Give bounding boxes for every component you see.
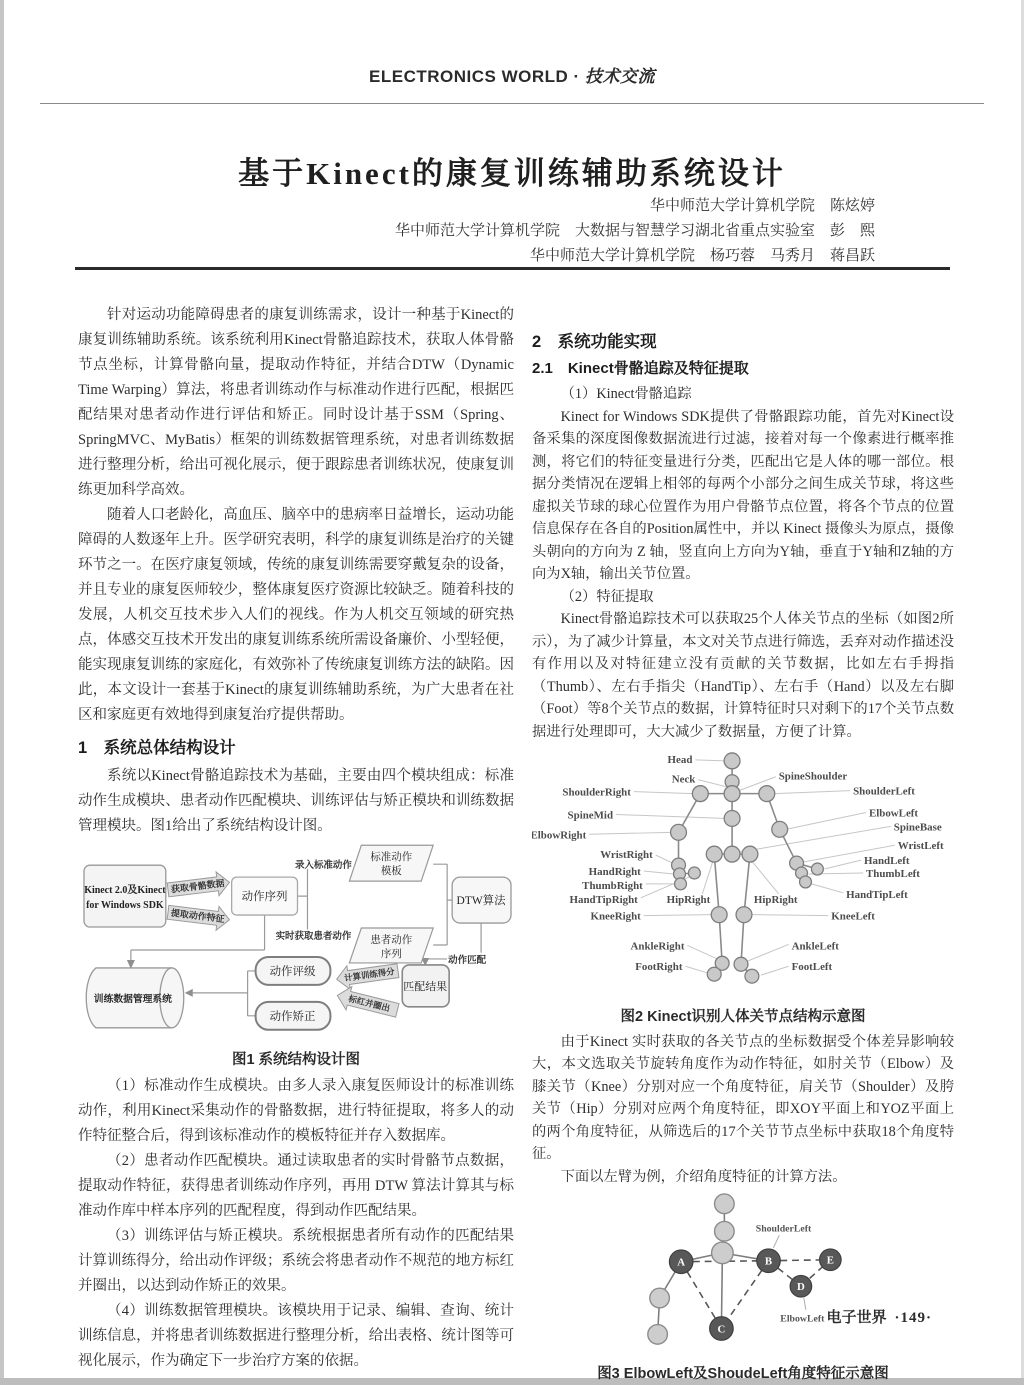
author-line-2: 华中师范大学计算机学院 大数据与智慧学习湖北省重点实验室 彭 熙 [394, 223, 875, 239]
right-paragraph-4: 下面以左臂为例，介绍角度特征的计算方法。 [560, 1168, 847, 1185]
journal-column-name: 技术交流 [584, 67, 655, 86]
figure1-arrow-get-skeleton [167, 870, 231, 901]
fig3-letter-e: E [826, 1254, 834, 1267]
figure1-correction-box [256, 1002, 331, 1030]
fig2-label-ankleright: AnkleRight [630, 940, 685, 953]
section21-heading: 2.1 Kinect骨骼追踪及特征提取 [532, 360, 749, 377]
figure2-skeleton-diagram [532, 747, 954, 1027]
figure1-action-seq-label: 动作序列 [241, 891, 288, 904]
figure2-canvas [532, 747, 952, 997]
figure1-correction-label: 动作矫正 [269, 1010, 316, 1023]
figure1-caption: 图1 系统结构设计图 [231, 1052, 361, 1068]
fig2-label-kneeleft: KneeLeft [831, 910, 875, 923]
section2-heading: 2 系统功能实现 [532, 333, 657, 351]
title-rule [75, 267, 950, 270]
intro-paragraph: 随着人口老龄化，高血压、脑卒中的患病率日益增长，运动功能障碍的人数逐年上升。医学研究表明，科学的康复训练是治疗的关键环节之一。在医疗康复领域，传统的康复训练需要穿戴复杂的设备，并且专业的康复医师较少，整体康复医疗资源比较缺乏。随着科技的发展，人机交互技术步入人们的视线。作为人机交互领域的研究热点，体感交互技术开发出的康复训练系统所需设备廉价、小型轻便，能实现康复训练的家庭化，有效弥补了传统康复训练方法的缺陷。因此，本文设计一套基于Kinect的康复训练辅助系统，为广大患者在社区和家庭更有效地得到康复治疗提供帮助。 [78, 507, 514, 723]
scan-edge-left [0, 0, 4, 1385]
figure1-template-parallelogram [349, 845, 433, 881]
fig2-label-handright: HandRight [588, 865, 641, 878]
author-line-1: 华中师范大学计算机学院 陈炫婷 [649, 198, 875, 214]
fig2-label-thumbright: ThumbRight [582, 879, 643, 892]
right-paragraph-1: Kinect for Windows SDK提供了骨骼跟踪功能，首先对Kinect设备采集的深度图像数据流进行过滤，接着对每一个像素进行概率推测，将它们的特征变量进行分类，匹配出它是人体的哪一部位。根据分类情况在逻辑上相邻的每两个小部分之间生成关节球，将这些虚拟关节球的球心位置作为用户骨骼节点位置，将各个节点的位置信息保存在各自的Position属性中，并以 Kinect 摄像头为原点，摄像头朝向的方向为 Z 轴，竖直向上方向为Y轴，垂直于Y轴和Z轴的方向为X轴，输出关节位置。 [532, 408, 954, 582]
fig3-elbowleft-label: ElbowLeft [780, 1313, 825, 1325]
fig3-letter-a: A [677, 1256, 686, 1269]
journal-header [0, 62, 1024, 87]
footer-journal-name: 电子世界 [826, 1309, 887, 1326]
fig2-label-kneeright: KneeRight [590, 910, 641, 923]
header-rule [40, 103, 984, 104]
figure2-labels [532, 754, 944, 973]
fig2-label-hipright-r: HipRight [753, 893, 798, 906]
figure3-angle-diagram [532, 1192, 954, 1384]
figure3-canvas [532, 1192, 954, 1354]
fig2-label-head: Head [667, 753, 693, 766]
fig2-label-shoulderleft: ShoulderLeft [853, 785, 915, 798]
fig2-label-wristleft: WristLeft [897, 840, 944, 853]
fig3-letter-d: D [797, 1281, 805, 1294]
figure1-system-diagram [78, 843, 514, 1070]
fig2-label-spinebase: SpineBase [893, 821, 942, 834]
right-paragraph-2: Kinect骨骼追踪技术可以获取25个人体关节点的坐标（如图2所示），为了减少计算量，本文对关节点进行筛选，丢弃对动作描述没有作用以及对特征建立没有贡献的关节数据，比如左右手拇指（Thumb）、左右手指尖（HandTip）、左右手（Hand）以及左右脚（Foot）等8个关节点的数据，计算特征时只对剩下的17个关节点数据进行处理即可，大大减少了数据量，方便了计算。 [532, 611, 954, 740]
figure1-rating-label: 动作评级 [269, 965, 316, 978]
figure3-leader-lines [773, 1235, 805, 1310]
figure3-caption: 图3 ElbowLeft及ShoudeLeft角度特征示意图 [597, 1365, 889, 1382]
fig2-label-footleft: FootLeft [791, 961, 833, 974]
journal-name-en: ELECTRONICS WORLD [369, 67, 569, 86]
figure1-template-line1: 标准动作 [370, 852, 413, 864]
figure1-match-result-label: 匹配结果 [403, 980, 448, 993]
fig2-label-handtipleft: HandTipLeft [846, 888, 908, 901]
figure1-kinect-box [84, 865, 166, 927]
paper-title: 基于Kinect的康复训练辅助系统设计 [238, 156, 786, 191]
figure1-label-action-match: 动作匹配 [448, 955, 487, 966]
fig2-label-shoulderright: ShoulderRight [562, 786, 631, 799]
figure1-arrow-mark [334, 984, 400, 1022]
fig3-letter-c: C [717, 1323, 726, 1336]
fig2-label-spinemid: SpineMid [567, 809, 614, 822]
figure1-dtw-label: DTW算法 [456, 895, 506, 908]
fig3-shoulderleft-label: ShoulderLeft [755, 1223, 812, 1235]
module-paragraph-1: （1）标准动作生成模块。由多人录入康复医师设计的标准训练动作，利用Kinect采集动作的骨骼数据，进行特征提取，将多人的动作特征整合后，得到该标准动作的模板特征并存入数据库。 [78, 1078, 514, 1144]
abstract-paragraph: 针对运动功能障碍患者的康复训练需求，设计一种基于Kinect的康复训练辅助系统。该系统利用Kinect骨骼追踪技术，获取人体骨骼节点坐标，计算骨骼向量，提取动作特征，并结合DTW（Dynamic Time Warping）算法，将患者训练动作与标准动作进行匹配，根据匹配结果对患者动作进行评估和矫正。同时设计基于SSM（Spring、SpringMVC、MyBatis）框架的训练数据管理系统，对患者训练数据进行整理分析，给出可视化展示，便于跟踪患者训练状况，使康复训练更加科学高效。 [78, 307, 514, 498]
left-column [78, 303, 514, 1374]
fig2-label-elbowleft: ElbowLeft [868, 807, 919, 820]
author-block [78, 194, 875, 269]
figure2-caption: 图2 Kinect识别人体关节点结构示意图 [620, 1008, 866, 1025]
figure1-arrow-extract-feature [167, 900, 231, 931]
figure1-match-result-box [402, 965, 449, 1007]
footer-page-number: ·149· [894, 1310, 932, 1326]
figure1-dtw-box [452, 877, 511, 923]
right-paragraph-3: 由于Kinect 实时获取的各关节点的坐标数据受个体差异影响较大，本文选取关节旋转角度作为动作特征，如肘关节（Elbow）及膝关节（Knee）分别对应一个角度特征，肩关节（Shoulder）及胯关节（Hip）分别对应两个角度特征，即XOY平面上和YOZ平面上的两个角度特征，从筛选后的17个关节节点坐标中获取18个角度特征。 [532, 1033, 954, 1162]
fig2-label-wristright: WristRight [600, 849, 653, 862]
fig2-label-footright: FootRight [635, 961, 683, 974]
figure1-action-seq-box [232, 877, 298, 915]
figure1-arrow-extract-feature-label: 提取动作特征 [170, 907, 226, 925]
figure1-label-input-standard: 录入标准动作 [295, 861, 352, 872]
fig2-label-hipright-l: HipRight [666, 893, 711, 906]
figure1-database-label: 训练数据管理系统 [93, 993, 172, 1005]
module-paragraph-4: （4）训练数据管理模块。该模块用于记录、编辑、查询、统计训练信息，并将患者训练数据进行整理分析，给出表格、统计图等可视化展示，作为确定下一步治疗方案的依据。 [78, 1303, 514, 1369]
figure1-canvas [78, 843, 514, 1039]
fig2-label-neck: Neck [671, 773, 696, 786]
figure1-rating-box [256, 957, 331, 985]
section1-paragraph: 系统以Kinect骨骼追踪技术为基础，主要由四个模块组成：标准动作生成模块、患者动作匹配模块、训练评估与矫正模块和训练数据管理模块。图1给出了系统结构设计图。 [78, 768, 514, 834]
fig2-label-thumbleft: ThumbLeft [866, 867, 920, 880]
fig2-label-handtipright: HandTipRight [569, 893, 638, 906]
figure1-label-realtime: 实时获取患者动作 [275, 932, 352, 943]
fig2-label-elbowright: ElbowRight [532, 829, 587, 842]
figure1-patient-line2: 序列 [380, 948, 402, 960]
figure1-patient-line1: 患者动作 [370, 934, 413, 946]
figure1-kinect-line1: Kinect 2.0及Kinect [84, 885, 166, 897]
figure3-dark-joints [669, 1249, 841, 1340]
module-paragraph-3: （3）训练评估与矫正模块。系统根据患者所有动作的匹配结果计算训练得分，给出动作评级；系统会将患者动作不规范的地方标红并圈出，以达到动作矫正的效果。 [78, 1228, 514, 1294]
fig3-letter-b: B [764, 1255, 773, 1268]
sub2-heading: （2）特征提取 [560, 588, 654, 605]
figure1-template-line2: 模板 [380, 866, 402, 878]
figure1-arrow-score [335, 959, 400, 991]
sub1-heading: （1）Kinect骨骼追踪 [560, 386, 692, 402]
right-column [532, 331, 954, 1385]
section1-heading: 1 系统总体结构设计 [78, 739, 236, 757]
page-footer [826, 1306, 932, 1327]
author-line-3: 华中师范大学计算机学院 杨巧蓉 马秀月 蒋昌跃 [529, 248, 875, 264]
fig2-label-spineshoulder: SpineShoulder [778, 770, 848, 783]
fig2-label-handleft: HandLeft [864, 855, 910, 868]
module-paragraph-2: （2）患者动作匹配模块。通过读取患者的实时骨骼节点数据，提取动作特征，获得患者训练动作序列，再用 DTW 算法计算其与标准动作库中样本序列的匹配程度，得到动作匹配结果。 [78, 1153, 514, 1219]
fig2-label-ankleleft: AnkleLeft [791, 940, 839, 953]
figure1-arrow-mark-label: 标红并圈出 [347, 993, 392, 1014]
figure1-kinect-line2: for Windows SDK [86, 900, 164, 912]
figure1-database-cylinder [86, 968, 184, 1028]
figure1-patient-parallelogram [349, 928, 433, 963]
journal-separator: · [573, 67, 580, 86]
figure1-arrow-get-skeleton-label: 获取骨骼数据 [170, 877, 226, 895]
figure1-arrow-score-label: 计算训练得分 [343, 966, 396, 984]
